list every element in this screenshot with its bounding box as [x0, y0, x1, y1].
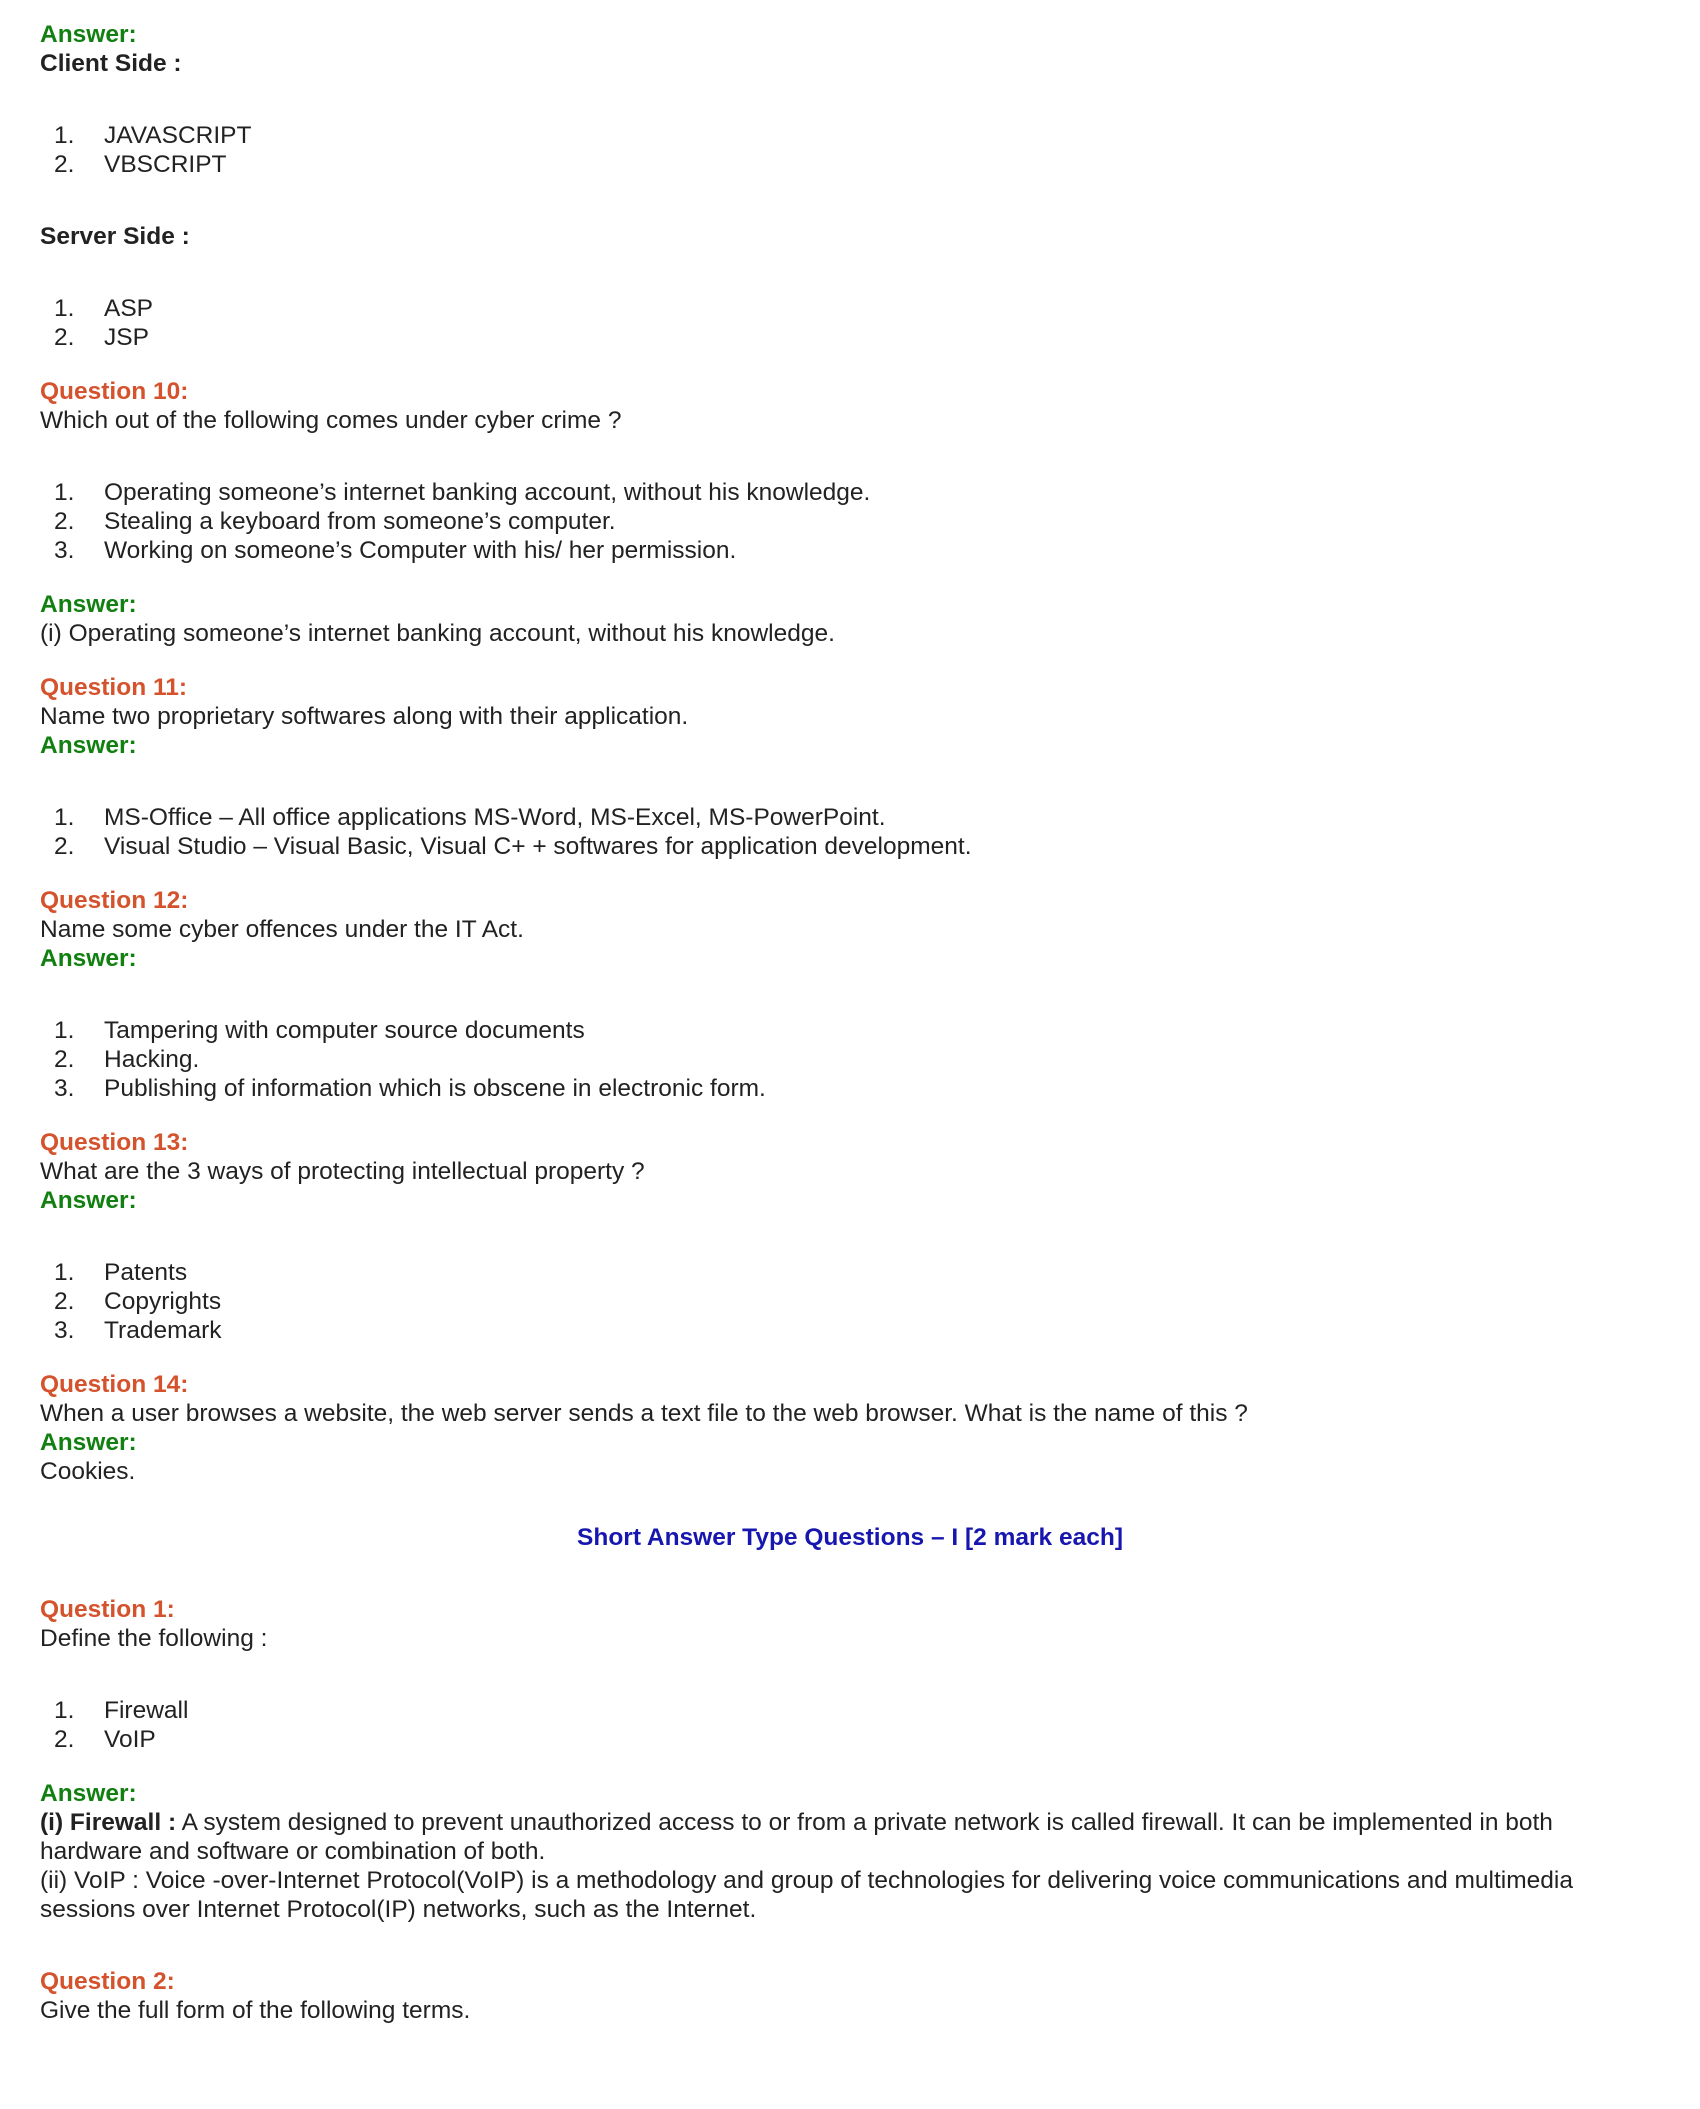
list-item: 3. Trademark — [54, 1317, 222, 1344]
list-item: 1. Operating someone’s internet banking account, without his knowledge. — [54, 479, 871, 506]
short-question-2-text: Give the full form of the following terms. — [40, 1997, 471, 2024]
list-item: 1. MS-Office – All office applications MS-Word, MS-Excel, MS-PowerPoint. — [54, 804, 886, 831]
question-10-answer: (i) Operating someone’s internet banking account, without his knowledge. — [40, 620, 835, 647]
list-item: 2. Hacking. — [54, 1046, 200, 1073]
server-side-heading: Server Side : — [40, 223, 190, 250]
question-13-answer-list — [40, 1258, 1660, 1345]
list-item: 2. JSP — [54, 324, 149, 351]
question-12-answer-list — [40, 1016, 1660, 1103]
client-side-heading: Client Side : — [40, 50, 182, 77]
question-10-title: Question 10: — [40, 378, 189, 405]
list-item: 2. Visual Studio – Visual Basic, Visual C+ + softwares for application development. — [54, 833, 972, 860]
question-12-text: Name some cyber offences under the IT Act. — [40, 916, 524, 943]
list-item: 1. Patents — [54, 1259, 188, 1286]
question-10-text: Which out of the following comes under cyber crime ? — [40, 407, 622, 434]
question-14-title: Question 14: — [40, 1371, 189, 1398]
list-item: 2. Copyrights — [54, 1288, 222, 1315]
short-question-1-terms — [40, 1696, 1660, 1754]
list-item: 1. ASP — [54, 295, 154, 322]
list-item: 2. VBSCRIPT — [54, 151, 227, 178]
question-11-text: Name two proprietary softwares along with their application. — [40, 703, 689, 730]
question-14-answer: Cookies. — [40, 1458, 136, 1485]
list-item: 3. Working on someone’s Computer with his/ her permission. — [54, 537, 737, 564]
list-item: 2. VoIP — [54, 1726, 156, 1753]
firewall-text: A system designed to prevent unauthorized access to or from a private network is called firewall. It can be implemented in both hardware and software or combination of both. — [40, 1809, 1553, 1865]
section-heading: Short Answer Type Questions – I [2 mark each] — [577, 1524, 1123, 1551]
question-13-title: Question 13: — [40, 1129, 189, 1156]
question-14-text: When a user browses a website, the web server sends a text file to the web browser. What is the name of this ? — [40, 1400, 1248, 1427]
server-side-list — [40, 294, 1660, 352]
question-11-title: Question 11: — [40, 674, 188, 701]
client-side-list — [40, 121, 1660, 179]
list-item: 2. Stealing a keyboard from someone’s computer. — [54, 508, 616, 535]
answer-label: Answer: — [40, 732, 137, 759]
question-10-options — [40, 478, 1660, 565]
answer-label: Answer: — [40, 1780, 137, 1807]
answer-label: Answer: — [40, 1187, 137, 1214]
question-12-title: Question 12: — [40, 887, 189, 914]
document-page — [40, 20, 1660, 2025]
short-question-1-title: Question 1: — [40, 1596, 175, 1623]
answer-label: Answer: — [40, 591, 137, 618]
list-item: 3. Publishing of information which is obscene in electronic form. — [54, 1075, 766, 1102]
question-11-answer-list — [40, 803, 1660, 861]
list-item: 1. JAVASCRIPT — [54, 122, 252, 149]
answer-label: Answer: — [40, 1429, 137, 1456]
list-item: 1. Tampering with computer source documents — [54, 1017, 585, 1044]
answer-label: Answer: — [40, 21, 137, 48]
question-13-text: What are the 3 ways of protecting intellectual property ? — [40, 1158, 645, 1185]
list-item: 1. Firewall — [54, 1697, 189, 1724]
answer-label: Answer: — [40, 945, 137, 972]
firewall-term: (i) Firewall : — [40, 1809, 177, 1836]
voip-definition: (ii) VoIP : Voice -over-Internet Protocol(VoIP) is a methodology and group of technologies for delivering voice communications and multimedia sessions over Internet Protocol(IP) networks, such as the Internet. — [40, 1867, 1573, 1923]
firewall-definition — [40, 1808, 1660, 1866]
short-question-2-title: Question 2: — [40, 1968, 175, 1995]
short-question-1-text: Define the following : — [40, 1625, 268, 1652]
